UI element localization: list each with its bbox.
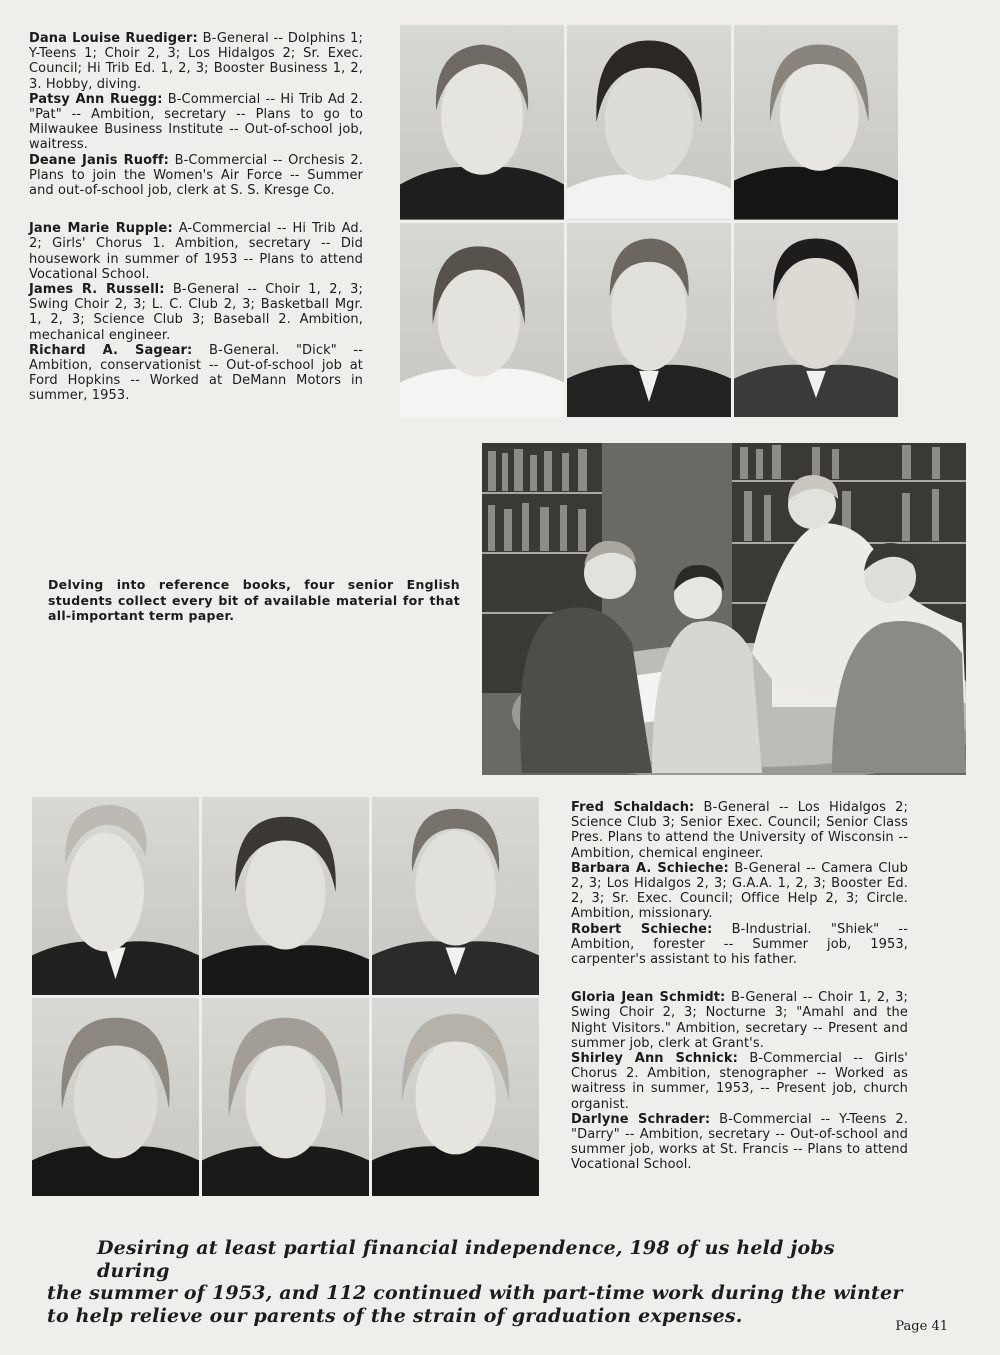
bio-ruediger: Dana Louise Ruediger: B-General -- Dolphins 1; Y-Teens 1; Choir 2, 3; Los Hidalgos 2; Sr. Exec. Council; Hi Trib Ed. 1, 2, 3; Booster Business 1, 2, 3. Hobby, diving. (29, 31, 363, 92)
bio-rupple: Jane Marie Rupple: A-Commercial -- Hi Trib Ad. 2; Girls' Chorus 1. Ambition, secretary -- Did housework in summer of 1953 -- Plans to attend Vocational School. (29, 221, 363, 282)
portrait-photo (32, 797, 199, 995)
portrait-photo (734, 25, 898, 220)
photo-caption: Delving into reference books, four senior English students collect every bit of available material for that all-important term paper. (48, 577, 460, 623)
bio-sagear: Richard A. Sagear: B-General. "Dick" -- Ambition, conservationist -- Out-of-school job at Ford Hopkins -- Worked at DeMann Motors in summer, 1953. (29, 342, 363, 404)
portrait-photo (202, 797, 369, 995)
bottom-bios (571, 800, 908, 1173)
portrait-photo (567, 223, 731, 418)
portrait-photo (32, 998, 199, 1196)
portrait-photo (734, 223, 898, 418)
bio-robert-schieche: Robert Schieche: B-Industrial. "Shiek" -- Ambition, forester -- Summer job, 1953, carpenter's assistant to his father. (571, 921, 909, 968)
bio-schmidt: Gloria Jean Schmidt: B-General -- Choir 1, 2, 3; Swing Choir 2, 3; Nocturne 3; "Amahl and the Night Visitors." Ambition, secretary -- Present and summer job, clerk at Grant's. (571, 990, 908, 1051)
bio-ruegg: Patsy Ann Ruegg: B-Commercial -- Hi Trib Ad 2. "Pat" -- Ambition, secretary -- Plans to go to Milwaukee Business Institute -- Out-of-school job, waitress. (29, 91, 363, 153)
closing-line-3: to help relieve our parents of the strain of graduation expenses. (47, 1304, 743, 1327)
bio-ruoff: Deane Janis Ruoff: B-Commercial -- Orchesis 2. Plans to join the Women's Air Force -- Summer and out-of-school job, clerk at S. S. Kresge Co. (29, 152, 364, 199)
bio-schaldach: Fred Schaldach: B-General -- Los Hidalgos 2; Science Club 3; Senior Exec. Council; Senior Class Pres. Plans to attend the University of Wisconsin -- Ambition, chemical engineer. (571, 800, 908, 861)
closing-line-1: Desiring at least partial financial independence, 198 of us held jobs during (97, 1237, 835, 1282)
bio-barbara-schieche: Barbara A. Schieche: B-General -- Camera Club 2, 3; Los Hidalgos 2, 3; G.A.A. 1, 2, 3; Booster Ed. 2, 3; Sr. Exec. Council; Office Help 2, 3; Circle. Ambition, missionary. (571, 860, 908, 922)
portrait-photo (400, 25, 564, 220)
bio-schnick: Shirley Ann Schnick: B-Commercial -- Girls' Chorus 2. Ambition, stenographer -- Worked as waitress in summer, 1953, -- Present job, church organist. (571, 1051, 908, 1112)
bottom-portrait-grid (32, 797, 539, 1196)
library-photo (482, 443, 966, 775)
portrait-photo (372, 797, 539, 995)
closing-line-2: the summer of 1953, and 112 continued with part-time work during the winter (47, 1282, 903, 1304)
portrait-photo (372, 998, 539, 1196)
top-portrait-grid (400, 25, 898, 417)
bio-russell: James R. Russell: B-General -- Choir 1, 2, 3; Swing Choir 2, 3; L. C. Club 2, 3; Basketball Mgr. 1, 2, 3; Science Club 3; Baseball 2. Ambition, mechanical engineer. (29, 282, 363, 343)
portrait-photo (567, 25, 731, 220)
closing-statement (47, 1237, 907, 1327)
portrait-photo (400, 223, 564, 418)
bio-schrader: Darlyne Schrader: B-Commercial -- Y-Teens 2. "Darry" -- Ambition, secretary -- Out-of-school and summer job, works at St. Francis -- Plans to attend Vocational School. (571, 1111, 908, 1173)
portrait-photo (202, 998, 369, 1196)
top-bios (29, 31, 363, 404)
page-number: Page 41 (895, 1319, 948, 1334)
